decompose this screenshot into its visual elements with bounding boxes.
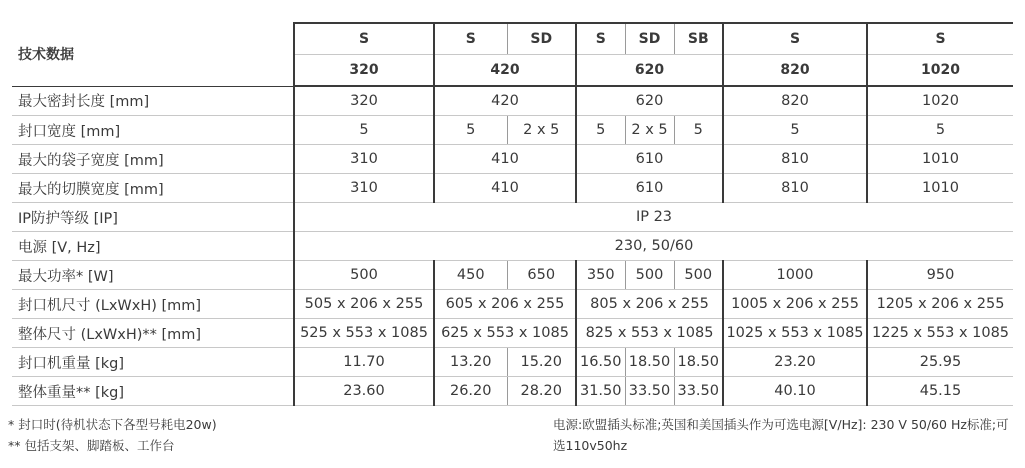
value-cell: 23.60: [294, 377, 434, 406]
value-cell: 500: [625, 261, 674, 290]
value-cell: 1205 x 206 x 255: [867, 290, 1013, 319]
spec-row-seal-width: [12, 116, 1013, 145]
value-cell: 810: [723, 174, 867, 203]
spec-row-sealer-dimensions: [12, 290, 1013, 319]
value-cell: 410: [434, 174, 576, 203]
value-cell: 450: [434, 261, 507, 290]
value-cell: 500: [294, 261, 434, 290]
variant-cell: SD: [507, 23, 576, 55]
value-cell: 505 x 206 x 255: [294, 290, 434, 319]
value-cell: 28.20: [507, 377, 576, 406]
model-cell: 620: [576, 55, 723, 87]
value-cell: 5: [867, 116, 1013, 145]
value-cell: 2 x 5: [507, 116, 576, 145]
row-label: 封口宽度 [mm]: [12, 116, 294, 145]
value-cell: 25.95: [867, 348, 1013, 377]
value-cell: 2 x 5: [625, 116, 674, 145]
value-cell: 500: [674, 261, 723, 290]
variant-cell: SD: [625, 23, 674, 55]
value-cell: 810: [723, 145, 867, 174]
value-cell: 625 x 553 x 1085: [434, 319, 576, 348]
model-cell: 420: [434, 55, 576, 87]
row-label: 最大密封长度 [mm]: [12, 86, 294, 116]
row-label: IP防护等级 [IP]: [12, 203, 294, 232]
value-cell: 1020: [867, 86, 1013, 116]
variant-cell: S: [576, 23, 625, 55]
value-cell: 350: [576, 261, 625, 290]
row-label: 最大的袋子宽度 [mm]: [12, 145, 294, 174]
variant-cell: S: [723, 23, 867, 55]
row-label: 整体重量** [kg]: [12, 377, 294, 406]
value-cell: 820: [723, 86, 867, 116]
spec-row-seal-length: [12, 86, 1013, 116]
model-cell: 1020: [867, 55, 1013, 87]
model-cell: 820: [723, 55, 867, 87]
variant-cell: S: [294, 23, 434, 55]
value-cell: 13.20: [434, 348, 507, 377]
row-label: 整体尺寸 (LxWxH)** [mm]: [12, 319, 294, 348]
value-cell: 230, 50/60: [294, 232, 1013, 261]
value-cell: 45.15: [867, 377, 1013, 406]
value-cell: 1225 x 553 x 1085: [867, 319, 1013, 348]
value-cell: 410: [434, 145, 576, 174]
variant-cell: S: [867, 23, 1013, 55]
value-cell: 825 x 553 x 1085: [576, 319, 723, 348]
value-cell: 31.50: [576, 377, 625, 406]
spec-row-sealer-weight: [12, 348, 1013, 377]
value-cell: 605 x 206 x 255: [434, 290, 576, 319]
value-cell: 310: [294, 145, 434, 174]
value-cell: 5: [576, 116, 625, 145]
spec-row-film-width: [12, 174, 1013, 203]
spec-row-max-power: [12, 261, 1013, 290]
value-cell: 610: [576, 174, 723, 203]
value-cell: 310: [294, 174, 434, 203]
row-label: 封口机尺寸 (LxWxH) [mm]: [12, 290, 294, 319]
value-cell: 16.50: [576, 348, 625, 377]
value-cell: 5: [674, 116, 723, 145]
value-cell: IP 23: [294, 203, 1013, 232]
spec-row-ip-rating: [12, 203, 1013, 232]
model-cell: 320: [294, 55, 434, 87]
value-cell: 33.50: [674, 377, 723, 406]
value-cell: 11.70: [294, 348, 434, 377]
value-cell: 1005 x 206 x 255: [723, 290, 867, 319]
value-cell: 1010: [867, 145, 1013, 174]
value-cell: 18.50: [625, 348, 674, 377]
value-cell: 26.20: [434, 377, 507, 406]
row-label: 最大的切膜宽度 [mm]: [12, 174, 294, 203]
value-cell: 5: [294, 116, 434, 145]
value-cell: 5: [723, 116, 867, 145]
spec-row-overall-weight: [12, 377, 1013, 406]
value-cell: 18.50: [674, 348, 723, 377]
spec-table: [12, 22, 1013, 406]
spec-header-label: 技术数据: [12, 23, 294, 86]
value-cell: 610: [576, 145, 723, 174]
value-cell: 1025 x 553 x 1085: [723, 319, 867, 348]
value-cell: 950: [867, 261, 1013, 290]
variant-header-row: [12, 23, 1013, 55]
spec-row-overall-dimensions: [12, 319, 1013, 348]
value-cell: 620: [576, 86, 723, 116]
value-cell: 805 x 206 x 255: [576, 290, 723, 319]
value-cell: 525 x 553 x 1085: [294, 319, 434, 348]
footnote-plug: 电源:欧盟插头标准;英国和美国插头作为可选电源[V/Hz]: 230 V 50/60 Hz标准;可选110v50hz: [553, 417, 1009, 453]
footnote-total: ** 包括支架、脚踏板、工作台: [8, 438, 175, 453]
variant-cell: SB: [674, 23, 723, 55]
value-cell: 1000: [723, 261, 867, 290]
footnote-power: * 封口时(待机状态下各型号耗电20w): [8, 417, 217, 432]
value-cell: 23.20: [723, 348, 867, 377]
value-cell: 40.10: [723, 377, 867, 406]
footnotes-left: [8, 414, 217, 456]
value-cell: 33.50: [625, 377, 674, 406]
variant-cell: S: [434, 23, 507, 55]
row-label: 最大功率* [W]: [12, 261, 294, 290]
value-cell: 650: [507, 261, 576, 290]
value-cell: 420: [434, 86, 576, 116]
spec-row-bag-width: [12, 145, 1013, 174]
row-label: 封口机重量 [kg]: [12, 348, 294, 377]
value-cell: 1010: [867, 174, 1013, 203]
value-cell: 15.20: [507, 348, 576, 377]
row-label: 电源 [V, Hz]: [12, 232, 294, 261]
value-cell: 5: [434, 116, 507, 145]
value-cell: 320: [294, 86, 434, 116]
spec-row-power-supply: [12, 232, 1013, 261]
